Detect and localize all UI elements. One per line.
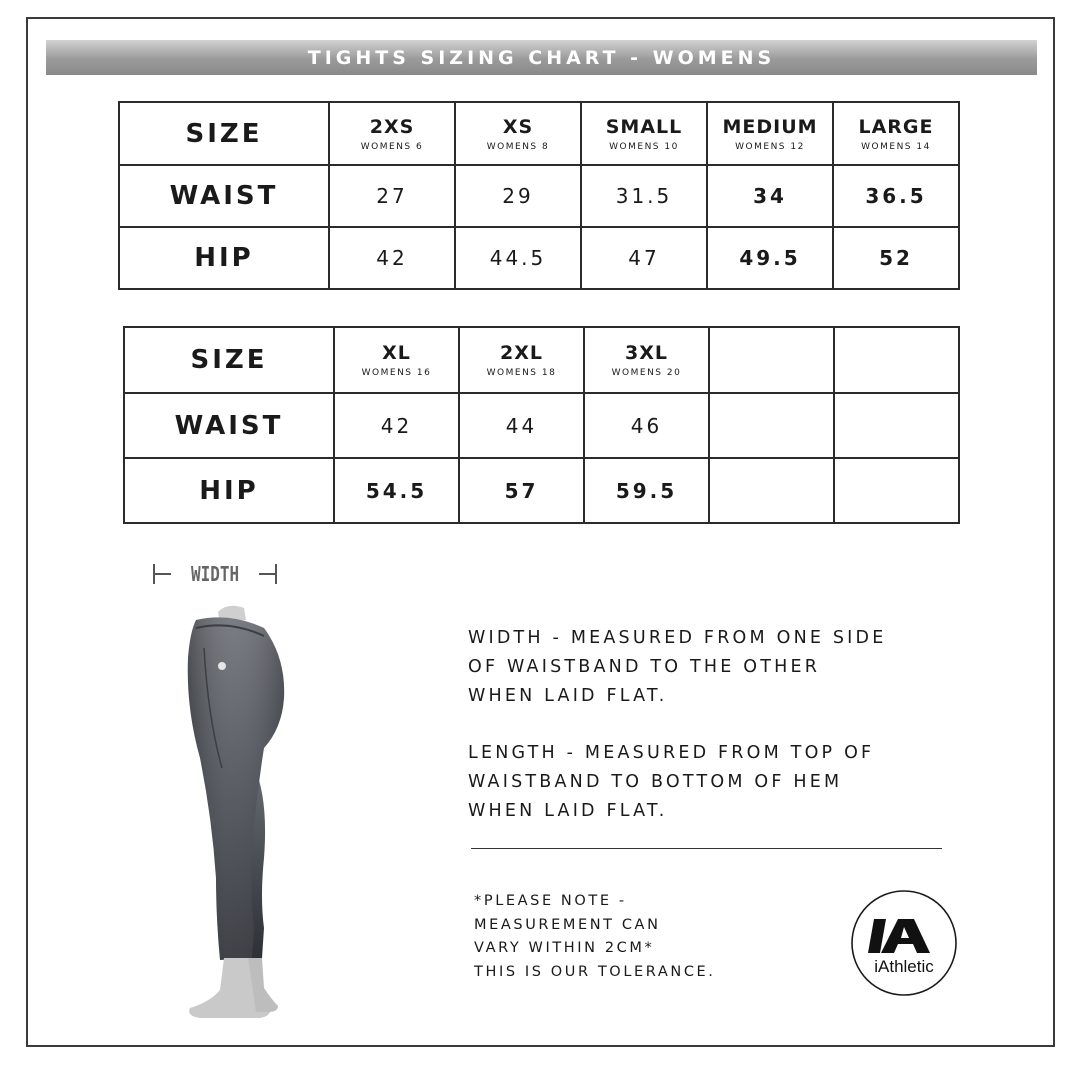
waist-value: 34 [707, 165, 833, 227]
iathletic-logo [850, 889, 958, 997]
size-cell: SMALL WOMENS 10 [581, 102, 707, 165]
leg-shading [188, 617, 284, 960]
empty-cell [709, 458, 834, 523]
title-bar [46, 40, 1037, 75]
divider [471, 848, 942, 849]
size-row [119, 102, 959, 165]
hip-value: 49.5 [707, 227, 833, 289]
width-description: WIDTH - MEASURED FROM ONE SIDE OF WAISTBAND TO THE OTHER WHEN LAID FLAT. [468, 628, 887, 706]
width-line-right [259, 573, 275, 575]
hip-row-label: HIP [124, 458, 334, 523]
size-cell: 2XS WOMENS 6 [329, 102, 455, 165]
empty-cell [834, 327, 959, 393]
size-row-label: SIZE [119, 102, 329, 165]
svg-text:iAthletic: iAthletic [874, 957, 934, 976]
waist-row-label: WAIST [119, 165, 329, 227]
size-cell: LARGE WOMENS 14 [833, 102, 959, 165]
hip-row [124, 458, 959, 523]
page-title: TIGHTS SIZING CHART - WOMENS [307, 46, 776, 69]
hip-value: 44.5 [455, 227, 581, 289]
hip-value: 57 [459, 458, 584, 523]
waist-value: 44 [459, 393, 584, 458]
leggings-image [160, 598, 310, 1028]
size-row-label: SIZE [124, 327, 334, 393]
hip-row [119, 227, 959, 289]
waist-row-label: WAIST [124, 393, 334, 458]
length-description: LENGTH - MEASURED FROM TOP OF WAISTBAND TO BOTTOM OF HEM WHEN LAID FLAT. [468, 743, 875, 821]
empty-cell [709, 393, 834, 458]
hip-value: 52 [833, 227, 959, 289]
waist-value: 29 [455, 165, 581, 227]
leggings-logo-dot [218, 662, 226, 670]
width-bracket-right [275, 564, 277, 584]
hip-value: 47 [581, 227, 707, 289]
waist-value: 36.5 [833, 165, 959, 227]
size-cell: XS WOMENS 8 [455, 102, 581, 165]
hip-value: 59.5 [584, 458, 709, 523]
width-label: WIDTH [191, 562, 240, 586]
tolerance-note: *PLEASE NOTE - MEASUREMENT CAN VARY WITHIN 2CM* THIS IS OUR TOLERANCE. [474, 893, 716, 980]
hip-value: 54.5 [334, 458, 459, 523]
waist-value: 27 [329, 165, 455, 227]
hip-row-label: HIP [119, 227, 329, 289]
size-cell: MEDIUM WOMENS 12 [707, 102, 833, 165]
waist-value: 46 [584, 393, 709, 458]
width-line-left [155, 573, 171, 575]
hip-value: 42 [329, 227, 455, 289]
size-table-2 [123, 326, 960, 524]
empty-cell [834, 393, 959, 458]
waist-row [124, 393, 959, 458]
size-cell: XL WOMENS 16 [334, 327, 459, 393]
size-row [124, 327, 959, 393]
empty-cell [834, 458, 959, 523]
waist-row [119, 165, 959, 227]
size-cell: 3XL WOMENS 20 [584, 327, 709, 393]
width-legend [153, 560, 277, 588]
empty-cell [709, 327, 834, 393]
size-cell: 2XL WOMENS 18 [459, 327, 584, 393]
waist-value: 31.5 [581, 165, 707, 227]
size-table-1 [118, 101, 960, 290]
measurement-description [468, 624, 1008, 854]
waist-value: 42 [334, 393, 459, 458]
